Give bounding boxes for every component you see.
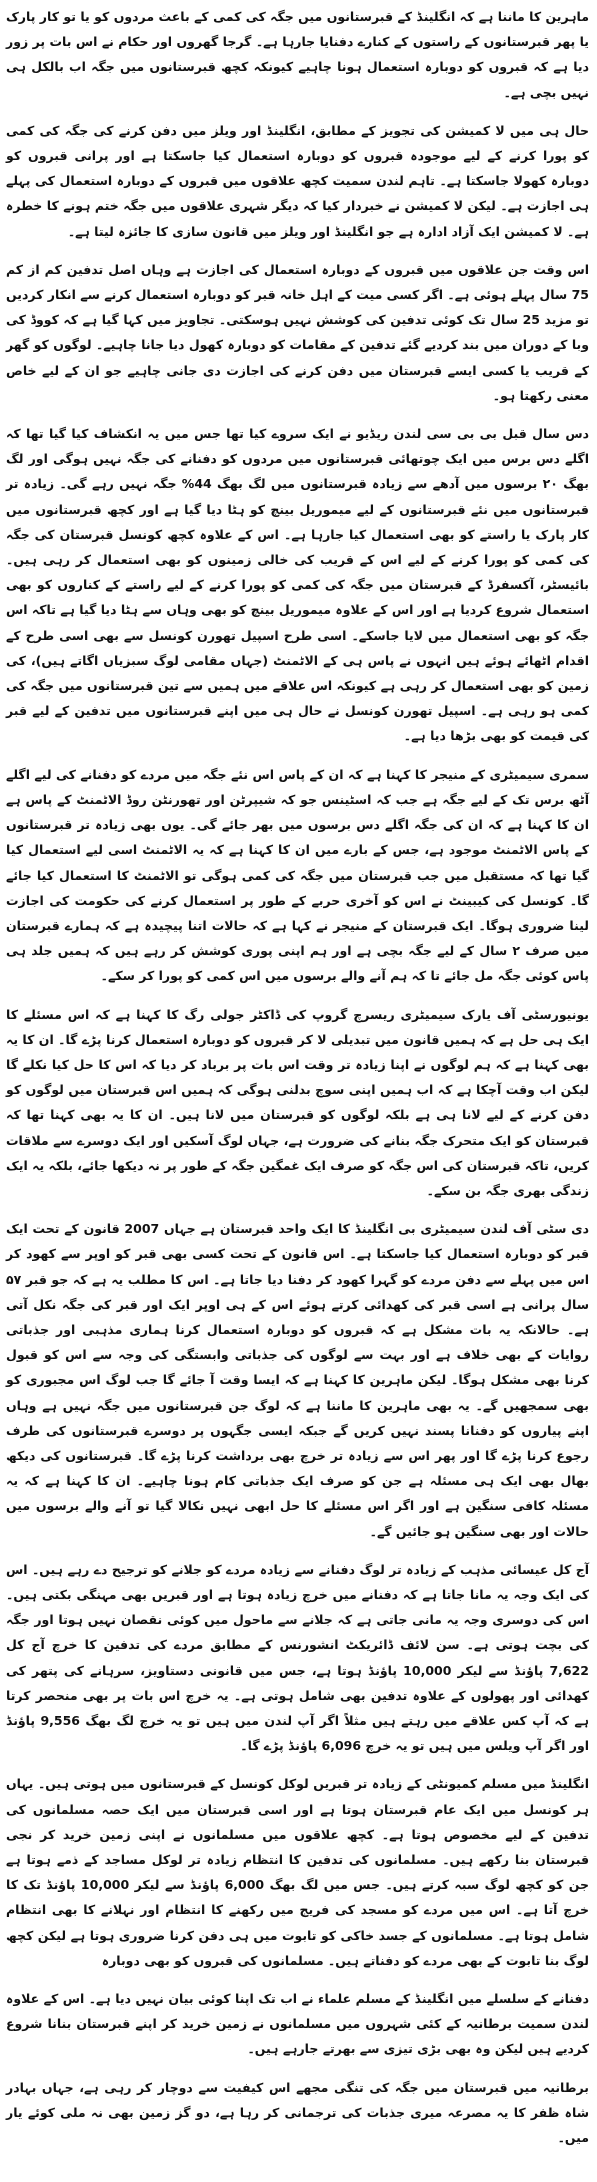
article-paragraph-5: سمری سیمیٹری کے منیجر کا کہنا ہے کہ ان کے پاس اس نئے جگہ میں مردے کو دفنانے کی لیے اگلے آٹھ برس تک کے لیے جگہ ہے جب کہ اسٹینس جو کہ شیپرٹن اور تھورنٹن روڈ الاٹمنٹ کے پاس ہے ان کا کہنا ہے کہ ان کی جگہ اگلے دس برسوں میں بھر جائے گی۔ یوں بھی زیادہ تر قبرستانوں کے پاس الاٹمنٹ موجود ہے، جس کے بارے میں ان کا کہنا ہے کہ یہ الاٹمنٹ اسی لیے استعمال کیا گیا تھا کہ مستقبل میں جب قبرستان میں جگہ کی کمی ہوگی تو الاٹمنٹ کا استعمال کیا جائے گا۔ کونسل کی کیبینٹ نے اس کو آخری حربے کے طور پر استعمال کرنے کی حکومت کی اجازت لینا ضروری ہوگا۔ ایک قبرستان کے منیجر نے کہا ہے کہ حالات اتنا پیچیدہ ہے کہ ہمارے قبرستان میں صرف ۲ سال کے لیے جگہ بچی ہے اور ہم اپنی پوری کوشش کر رہے ہیں کہ ہمیں جلد ہی پاس کوئی جگہ مل جائے تا کہ ہم آنے والے برسوں میں اس کمی کو پورا کر سکے۔: [6, 766, 589, 984]
article-paragraph-7: دی سٹی آف لندن سیمیٹری بی انگلینڈ کا ایک واحد قبرستان ہے جہاں 2007 قانون کے تحت ایک قبر کو دوبارہ استعمال کیا جاسکتا ہے۔ اس قانون کے تحت کسی بھی قبر کو اوپر سے کھود کر اس میں پہلے سے دفن مردے کو گہرا کھود کر دفنا دیا جاتا ہے۔ اس کا مطلب یہ ہے کہ جو قبر ۵۷ سال پرانی ہے اسی قبر کی کھدائی کرتے ہوئے اس کے ہی اوپر ایک اور قبر کی جگہ نکل آتی ہے۔ حالانکہ یہ بات مشکل ہے کہ قبروں کو دوبارہ استعمال کرنا ہماری مذہبی اور جذباتی روایات کے بھی خلاف ہے اور بہت سے لوگوں کی جذباتی وابستگی کی وجہ سے اس کو قبول کرنا بھی مشکل ہوگا۔ لیکن ماہرین کا کہنا ہے کہ ایسا وقت آ جائے گا جب لوگ اس مجبوری کو بھی سمجھیں گے۔ یہ بھی ماہرین کا ماننا ہے کہ لوگ جن قبرستانوں میں جگہ نہیں ہے وہاں اپنے پیاروں کو دفنانا پسند نہیں کریں گے جبکہ ایسی جگہوں پر دوسرے قبرستانوں کی طرف رجوع کرنا پڑے گا اور پھر اس سے زیادہ تر خرچ بھی برداشت کرنا پڑے گا۔ قبرستانوں کی دیکھ بھال بھی ایک ہی مسئلہ ہے جن کو صرف ایک جذباتی کام ہونا چاہیے۔ ان کا کہنا ہے کہ یہ مسئلہ کافی سنگین ہے اور اگر اس مسئلے کا حل ابھی نہیں نکالا گیا تو آنے والے برسوں میں حالات اور بھی سنگین ہو جائیں گے۔: [6, 1221, 589, 1539]
article-paragraph-2: حال ہی میں لا کمیشن کی تجویز کے مطابق، انگلینڈ اور ویلز میں دفن کرنے کی جگہ کی کمی کو پورا کرنے کے لیے موجودہ قبروں کو دوبارہ استعمال کیا جاسکتا ہے اور پرانی قبروں کو دوبارہ کھولا جاسکتا ہے۔ تاہم لندن سمیت کچھ علاقوں میں قبروں کے دوبارہ استعمال کی پہلے ہی اجازت ہے۔ لیکن لا کمیشن نے خبردار کیا کہ دیگر شہری علاقوں میں جگہ ختم ہونے کا خطرہ ہے۔ لا کمیشن ایک آزاد ادارہ ہے جو انگلینڈ اور ویلز میں قانون سازی کا جائزہ لیتا ہے۔: [6, 122, 589, 239]
article-paragraph-4: دس سال قبل بی بی سی لندن ریڈیو نے ایک سروے کیا تھا جس میں یہ انکشاف کیا گیا تھا کہ اگلے دس برس میں ایک چوتھائی قبرستانوں میں مردوں کو دفنانے کی جگہ نہیں ہوگی اور لگ بھگ ۲۰ برسوں میں آدھے سے زیادہ قبرستانوں میں لگ بھگ 44% جگہ نہیں رہے گی۔ زیادہ تر قبرستانوں میں نئے قبرستانوں کے لیے میموریل بینچ کو ہٹا دیا گیا ہے اور کچھ قبرستانوں میں کار پارک یا راستے کو بھی استعمال کیا جارہا ہے۔ اس کے علاوہ کچھ کونسل قبرستان کی جگہ کی کمی کو پورا کرنے کے لیے اس کے قریب کی خالی زمینوں کو بھی استعمال کر رہی ہیں۔ بائیسٹر، آکسفرڈ کے قبرستان میں جگہ کی کمی کو پورا کرنے کے لیے راستے کے کناروں کو بھی استعمال شروع کردیا ہے اور اس کے علاوہ میموریل بینچ کو بھی وہاں سے ہٹا دیا گیا ہے تاکہ اس جگہ کو بھی استعمال میں لایا جاسکے۔ اسی طرح اسپیل تھورن کونسل سے بھی اسی طرح کے اقدام اٹھائے ہوئے ہیں انہوں نے پاس ہی کے الاٹمنٹ (جہاں مقامی لوگ سبزیاں اگاتے ہیں)، کی زمین کو بھی استعمال کر رہی ہے کیونکہ اس علاقے میں ہمیں سے تین قبرستانوں میں جگہ کی کمی ہو رہی ہے۔ اسپیل تھورن کونسل نے حال ہی میں اپنے قبرستانوں میں تدفین کے لیے قبر کی قیمت کو بھی بڑھا دیا ہے۔: [6, 426, 589, 744]
article-paragraph-1: ماہرین کا ماننا ہے کہ انگلینڈ کے قبرستانوں میں جگہ کی کمی کے باعث مردوں کو یا تو کار پارک یا پھر قبرستانوں کے راستوں کے کنارے دفنایا جارہا ہے۔ گرجا گھروں اور حکام نے اس بات پر زور دیا ہے کہ قبروں کو دوبارہ استعمال ہونا چاہیے کیونکہ کچھ قبرستانوں میں جگہ اب بالکل ہی نہیں بچی ہے۔: [6, 9, 589, 100]
article-paragraph-10: دفنانے کے سلسلے میں انگلینڈ کے مسلم علماء نے اب تک اپنا کوئی بیان نہیں دیا ہے۔ اس کے علاوہ لندن سمیت برطانیہ کے کئی شہروں میں مسلمانوں نے زمین خرید کر اپنے قبرستان بنانا شروع کردیے ہیں لیکن وہ بھی بڑی تیزی سے بھرتے جارہے ہیں۔: [6, 1991, 589, 2057]
article-paragraph-11: برطانیہ میں قبرستان میں جگہ کی تنگی مجھے اس کیفیت سے دوچار کر رہی ہے، جہاں بہادر شاہ ظفر کا یہ مصرعہ میری جذبات کی ترجمانی کر رہا ہے، دو گز زمین بھی نہ ملی کوئے یار میں۔: [6, 2079, 589, 2146]
article-paragraph-3: اس وقت جن علاقوں میں قبروں کے دوبارہ استعمال کی اجازت ہے وہاں اصل تدفین کم از کم 75 سال پہلے ہوئی ہے۔ اگر کسی میت کے اہل خانہ قبر کو دوبارہ استعمال کرنے سے انکار کردیں تو مزید 25 سال تک کوئی تدفین کی کوشش نہیں ہوسکتی۔ تجاویز میں کہا گیا ہے کہ کووڈ کی وبا کے دوران میں بند کردیے گئے تدفین کے مقامات کو دوبارہ کھول دیا جانا چاہیے۔ لوگوں کو گھر کے قریب یا کسی ایسے قبرستان میں دفن کرنے کی اجازت دی جانی چاہیے جو ان کے لیے خاص معنی رکھتا ہو۔: [6, 261, 589, 403]
article-paragraph-6: یونیورسٹی آف یارک سیمیٹری ریسرچ گروپ کی ڈاکٹر جولی رگ کا کہنا ہے کہ اس مسئلے کا ایک ہی حل ہے کہ ہمیں قانون میں تبدیلی لا کر قبروں کو دوبارہ استعمال کرنا پڑے گا۔ ان کا یہ بھی کہنا ہے کہ ہم لوگوں نے اپنا زیادہ تر وقت اس بات پر برباد کر دیا کہ اس کا حل کیا نکلے گا لیکن اب وقت آچکا ہے کہ اب ہمیں اپنی سوچ بدلنی ہوگی کہ ہمیں اس قبرستان میں لوگوں کو دفن کرنے کے لیے لانا ہی ہے بلکہ لوگوں کو قبرستان میں لانا ہیں۔ ان کا یہ بھی کہنا تھا کہ قبرستان کو ایک متحرک جگہ بنانے کی ضرورت ہے، جہاں لوگ آسکیں اور ایک دوسرے سے ملاقات کریں، تاکہ قبرستان کی اس جگہ کو صرف ایک غمگین جگہ کے طور پر نہ دیکھا جائے، بلکہ یہ ایک زندگی بھری جگہ بن سکے۔: [6, 1006, 589, 1198]
article-paragraph-9: انگلینڈ میں مسلم کمیونٹی کے زیادہ تر قبریں لوکل کونسل کے قبرستانوں میں ہوتی ہیں۔ یہاں ہر کونسل میں ایک عام قبرستان ہوتا ہے اور اسی قبرستان میں ایک حصہ مسلمانوں کی تدفین کے لیے مخصوص ہوتا ہے۔ کچھ علاقوں میں مسلمانوں نے اپنی زمین خرید کر نجی قبرستان بنا رکھے ہیں۔ مسلمانوں کی تدفین کا انتظام زیادہ تر لوکل مساجد کے ذمے ہوتا ہے جن کو کچھ لوگ سبہ کرتے ہیں۔ جس میں لگ بھگ 6,000 پاؤنڈ سے لیکر 10,000 پاؤنڈ تک کا خرچ آتا ہے۔ اس میں مردے کو مسجد کی فریج میں رکھنے کا انتظام اور نہلانے کا بھی انتظام شامل ہوتا ہے۔ مسلمانوں کے جسد خاکی کو تابوت میں ہی دفن کرنا ضروری ہوتا ہے لیکن کچھ لوگ بنا تابوت کے بھی مردے کو دفناتے ہیں۔ مسلمانوں کی قبروں کو بھی دوبارہ: [6, 1776, 589, 1968]
article-paragraph-8: آج کل عیسائی مذہب کے زیادہ تر لوگ دفنانے سے زیادہ مردے کو جلانے کو ترجیح دے رہے ہیں۔ اس کی ایک وجہ یہ مانا جاتا ہے کہ دفنانے میں خرچ زیادہ ہوتا ہے اور قبریں بھی مہنگی بکتی ہیں۔ اس کی دوسری وجہ یہ مانی جاتی ہے کہ جلانے سے ماحول میں کوئی نقصان نہیں ہوتا اور جگہ کی بچت ہوتی ہے۔ سن لائف ڈائریکٹ انشورنس کے مطابق مردے کی تدفین کا خرچ آج کل 7,622 پاؤنڈ سے لیکر 10,000 پاؤنڈ ہوتا ہے، جس میں قانونی دستاویز، سرہانے کی پتھر کی کھدائی اور پھولوں کے علاوہ تدفین بھی شامل ہوتی ہے۔ یہ خرچ اس بات پر بھی منحصر کرتا ہے کہ آپ کس علاقے میں رہتے ہیں مثلاً اگر آپ لندن میں ہیں تو یہ خرچ لگ بھگ 9,556 پاؤنڈ اور اگر آپ ویلس میں ہیں تو یہ خرچ 6,096 پاؤنڈ پڑے گا۔: [6, 1561, 590, 1754]
